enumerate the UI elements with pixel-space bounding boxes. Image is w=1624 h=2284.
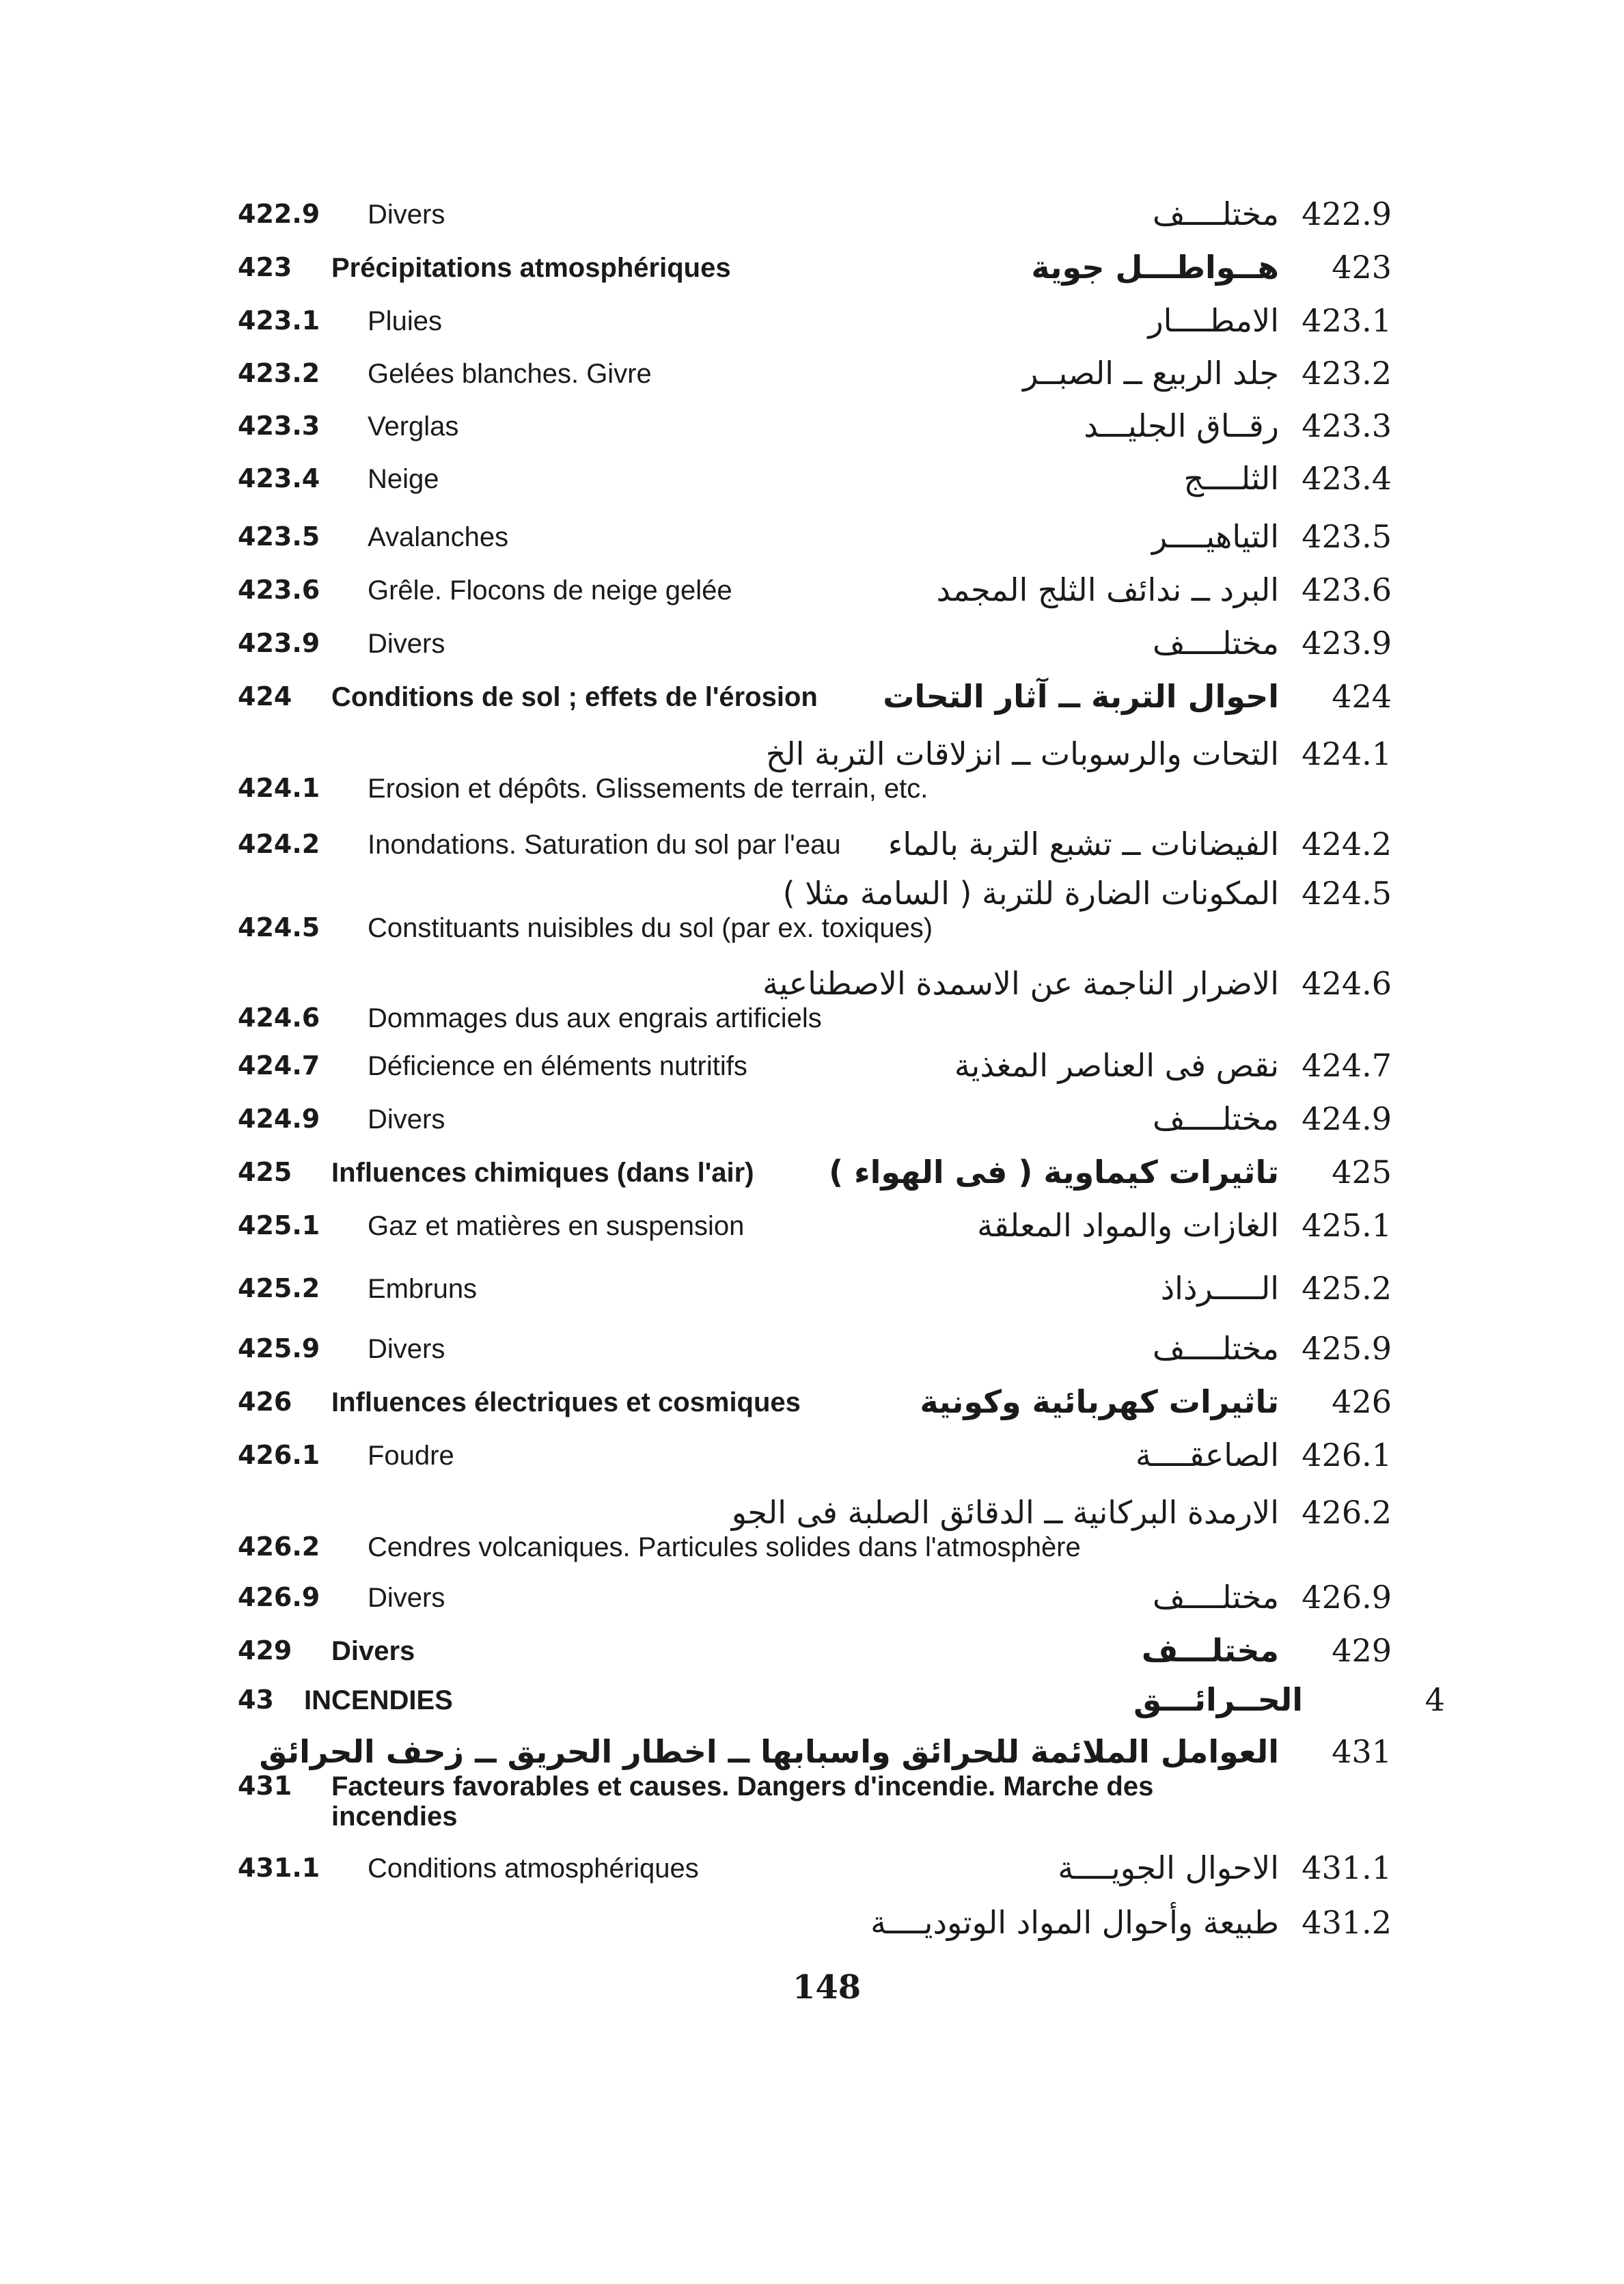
fr-entry-number: 423.6 (238, 575, 320, 605)
fr-entry-number: 423.5 (238, 521, 320, 552)
entry-431-1 (0, 1849, 1624, 1907)
ar-entry-text: التحات والرسوبات ــ انزلاقات التربة الخ (765, 735, 1279, 772)
ar-entry-number: 423.9 (1302, 625, 1392, 662)
fr-entry-number: 423 (238, 252, 292, 282)
fr-entry-number: 423.1 (238, 305, 320, 336)
ar-entry-text: طبيعة وأحوال المواد الوتوديــــة (870, 1904, 1279, 1941)
fr-entry-number: 423.4 (238, 463, 320, 493)
entry-423-5 (0, 518, 1624, 575)
fr-entry-text: Divers (368, 200, 445, 230)
fr-entry-number: 426.1 (238, 1440, 320, 1470)
ar-entry-number: 425.9 (1302, 1330, 1392, 1367)
ar-entry-heading: العوامل الملائمة للحرائق واسبابها ــ اخطار الحريق ــ زحف الحرائق (259, 1733, 1279, 1770)
ar-entry-number: 424.9 (1302, 1100, 1392, 1137)
fr-entry-number: 424.7 (238, 1050, 320, 1080)
ar-entry-text: الامطــــار (1148, 302, 1279, 339)
ar-entry-heading: تاثيرات كهربائية وكونية (920, 1383, 1279, 1420)
entry-424-9 (0, 1100, 1624, 1158)
fr-entry-heading: Précipitations atmosphériques (331, 253, 731, 283)
fr-entry-text: Foudre (368, 1441, 454, 1471)
entry-423-4 (0, 460, 1624, 517)
ar-entry-text: جلد الربيع ــ الصبــر (1023, 355, 1279, 392)
entry-425 (0, 1156, 1624, 1211)
ar-entry-number: 423 (1332, 249, 1392, 286)
ar-entry-text: الفيضانات ــ تشبع التربة بالماء (887, 826, 1279, 862)
ar-entry-number: 423.3 (1302, 407, 1392, 444)
fr-section-number: 43 (238, 1685, 274, 1715)
entry-429 (0, 1632, 1624, 1689)
fr-entry-number: 424.5 (238, 912, 320, 942)
entry-424 (0, 678, 1624, 735)
ar-entry-number: 426.1 (1302, 1437, 1392, 1473)
fr-entry-number: 424.6 (238, 1003, 320, 1033)
ar-entry-text: الثلــــج (1183, 460, 1279, 497)
fr-entry-text: Gelées blanches. Givre (368, 359, 652, 389)
fr-entry-number: 424.9 (238, 1104, 320, 1134)
entry-423-1 (0, 302, 1624, 359)
fr-entry-heading: Influences chimiques (dans l'air) (331, 1158, 754, 1188)
fr-entry-number: 429 (238, 1635, 292, 1666)
fr-entry-text: Embruns (368, 1274, 478, 1304)
fr-entry-number: 423.9 (238, 628, 320, 658)
fr-entry-text: Neige (368, 464, 439, 494)
entry-424-1 (0, 735, 1624, 804)
ar-section-heading: الحــرائـــق (1133, 1681, 1303, 1718)
ar-entry-number: 424.7 (1302, 1047, 1392, 1084)
entry-425-1 (0, 1207, 1624, 1264)
ar-entry-number: 424.2 (1302, 826, 1392, 862)
fr-entry-heading-continued: incendies (331, 1802, 458, 1832)
fr-entry-text: Avalanches (368, 522, 509, 552)
fr-entry-number: 423.3 (238, 411, 320, 441)
ar-entry-number: 426.2 (1302, 1494, 1392, 1531)
ar-entry-text: الصاعقــــة (1136, 1437, 1279, 1473)
fr-entry-heading: Conditions de sol ; effets de l'érosion (331, 682, 818, 712)
ar-entry-text: مختلــــف (1153, 1579, 1279, 1616)
entry-425-9 (0, 1330, 1624, 1387)
ar-entry-number: 431.2 (1302, 1904, 1392, 1941)
ar-entry-text: مختلــــف (1153, 1330, 1279, 1367)
entry-431 (0, 1733, 1624, 1832)
ar-entry-number: 424.1 (1302, 735, 1392, 772)
entry-43 (0, 1681, 1624, 1739)
ar-entry-heading: احوال التربة ــ آثار التحات (883, 678, 1279, 715)
ar-entry-number: 423.5 (1302, 518, 1392, 555)
ar-entry-number: 425.1 (1302, 1207, 1392, 1244)
entry-426-2 (0, 1494, 1624, 1562)
fr-entry-text: Cendres volcaniques. Particules solides dans l'atmosphère (368, 1532, 1081, 1562)
ar-entry-heading: تاثيرات كيماوية ( فى الهواء ) (829, 1154, 1279, 1191)
fr-entry-text: Pluies (368, 306, 442, 336)
fr-entry-number: 422.9 (238, 199, 320, 229)
ar-entry-text: المكونات الضارة للتربة ( السامة مثلا ) (782, 875, 1279, 912)
ar-entry-number: 423.1 (1302, 302, 1392, 339)
fr-entry-text: Divers (368, 629, 445, 659)
page-number: 148 (793, 1968, 862, 2007)
ar-entry-number: 424.6 (1302, 965, 1392, 1002)
entry-425-2 (0, 1270, 1624, 1327)
fr-entry-number: 431 (238, 1771, 292, 1801)
ar-entry-number: 426.9 (1302, 1579, 1392, 1616)
ar-entry-heading: مختلـــف (1141, 1632, 1279, 1669)
fr-entry-heading: Influences électriques et cosmiques (331, 1387, 801, 1417)
fr-entry-text: Divers (368, 1104, 445, 1134)
ar-entry-text: رقــاق الجليـــد (1084, 407, 1279, 444)
fr-entry-number: 424.2 (238, 829, 320, 859)
fr-section-heading: INCENDIES (304, 1685, 453, 1715)
fr-entry-text: Grêle. Flocons de neige gelée (368, 575, 732, 606)
fr-entry-heading: Divers (331, 1636, 415, 1666)
ar-section-number: 4 (1425, 1681, 1445, 1718)
entry-426-1 (0, 1439, 1624, 1494)
ar-entry-number: 426 (1332, 1383, 1392, 1420)
entry-423-6 (0, 571, 1624, 629)
ar-entry-text: مختلــــف (1153, 625, 1279, 662)
entry-424-6 (0, 965, 1624, 1033)
entry-423-9 (0, 627, 1624, 682)
fr-entry-number: 425.2 (238, 1273, 320, 1303)
fr-entry-heading: Facteurs favorables et causes. Dangers d'incendie. Marche des (331, 1771, 1154, 1802)
entry-426-9 (0, 1581, 1624, 1636)
fr-entry-number: 431.1 (238, 1853, 320, 1883)
ar-entry-text: البرد ــ ندائف الثلج المجمد (936, 571, 1279, 608)
fr-entry-number: 425.9 (238, 1333, 320, 1363)
fr-entry-number: 424 (238, 681, 292, 711)
fr-entry-text: Verglas (368, 411, 459, 441)
fr-entry-number: 423.2 (238, 358, 320, 388)
entry-424-7 (0, 1047, 1624, 1104)
entry-431-2 (0, 1904, 1624, 1961)
ar-entry-text: الاضرار الناجمة عن الاسمدة الاصطناعية (762, 965, 1279, 1002)
entry-423-3 (0, 407, 1624, 465)
ar-entry-text: الاحوال الجويــــة (1058, 1849, 1279, 1886)
fr-entry-text: Gaz et matières en suspension (368, 1211, 745, 1241)
fr-entry-text: Divers (368, 1583, 445, 1613)
fr-entry-number: 425.1 (238, 1210, 320, 1240)
ar-entry-text: نقص فى العناصر المغذية (954, 1047, 1279, 1084)
ar-entry-text: الـــــرذاذ (1160, 1270, 1279, 1307)
fr-entry-text: Inondations. Saturation du sol par l'eau (368, 830, 841, 860)
ar-entry-number: 431.1 (1302, 1849, 1392, 1886)
entry-424-5 (0, 875, 1624, 943)
fr-entry-text: Constituants nuisibles du sol (par ex. toxiques) (368, 913, 933, 943)
ar-entry-text: الغازات والمواد المعلقة (977, 1207, 1279, 1244)
fr-entry-text: Erosion et dépôts. Glissements de terrain, etc. (368, 774, 928, 804)
fr-entry-text: Conditions atmosphériques (368, 1853, 699, 1884)
fr-entry-text: Divers (368, 1334, 445, 1364)
fr-entry-number: 426 (238, 1387, 292, 1417)
ar-entry-number: 425 (1332, 1154, 1392, 1191)
ar-entry-text: مختلــــف (1153, 195, 1279, 232)
fr-entry-number: 426.2 (238, 1532, 320, 1562)
entry-423-2 (0, 357, 1624, 412)
ar-entry-text: الارمدة البركانية ــ الدقائق الصلبة فى الجو (731, 1494, 1279, 1531)
ar-entry-number: 424.5 (1302, 875, 1392, 912)
ar-entry-number: 423.6 (1302, 571, 1392, 608)
entry-422-9 (0, 195, 1624, 253)
ar-entry-heading: هــواطـــل جوية (1031, 249, 1279, 286)
fr-entry-text: Déficience en éléments nutritifs (368, 1051, 747, 1081)
ar-entry-text: مختلــــف (1153, 1100, 1279, 1137)
fr-entry-text: Dommages dus aux engrais artificiels (368, 1003, 822, 1033)
fr-entry-number: 425 (238, 1157, 292, 1187)
fr-entry-number: 424.1 (238, 773, 320, 803)
ar-entry-number: 429 (1332, 1632, 1392, 1669)
ar-entry-number: 422.9 (1302, 195, 1392, 232)
fr-entry-number: 426.9 (238, 1582, 320, 1612)
ar-entry-number: 423.4 (1302, 460, 1392, 497)
ar-entry-number: 423.2 (1302, 355, 1392, 392)
ar-entry-number: 431 (1332, 1733, 1392, 1770)
ar-entry-number: 424 (1332, 678, 1392, 715)
ar-entry-text: التياهيــــر (1152, 518, 1279, 555)
entry-423 (0, 251, 1624, 306)
ar-entry-number: 425.2 (1302, 1270, 1392, 1307)
entry-426 (0, 1383, 1624, 1441)
